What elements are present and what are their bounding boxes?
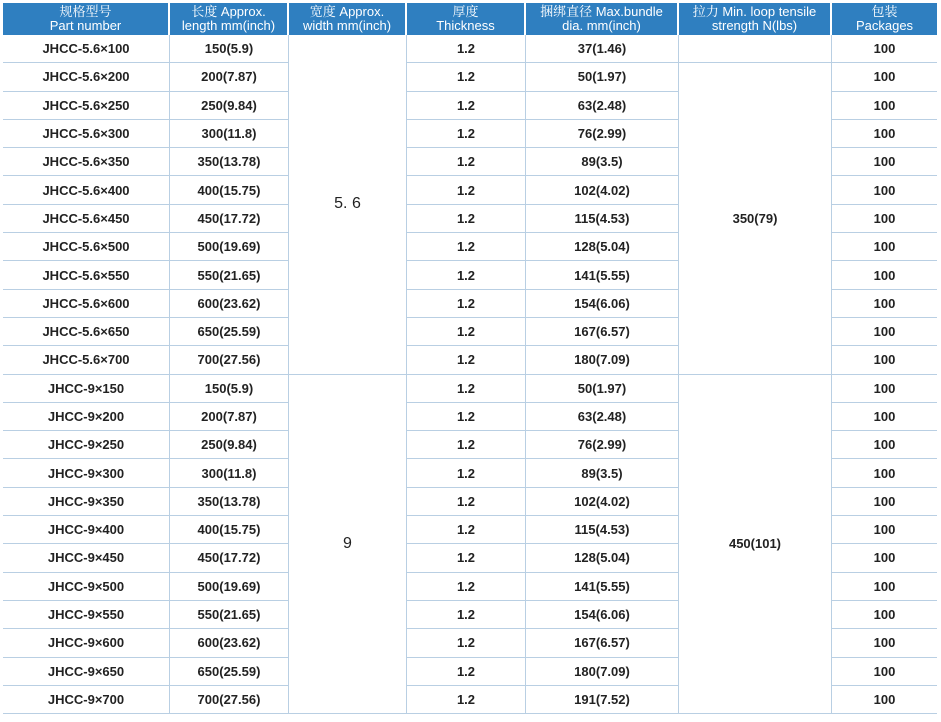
packages-cell: 100 <box>832 686 937 714</box>
part-number-cell: JHCC-9×450 <box>3 544 170 572</box>
thickness-cell: 1.2 <box>407 148 526 176</box>
width-cell: 5. 6 <box>289 35 407 375</box>
width-cell: 9 <box>289 375 407 715</box>
thickness-cell: 1.2 <box>407 120 526 148</box>
part-number-cell: JHCC-5.6×500 <box>3 233 170 261</box>
header-thickness-zh: 厚度 <box>452 4 479 19</box>
header-tensile-zh: 拉力 Min. loop tensile <box>692 4 817 19</box>
length-cell: 450(17.72) <box>170 544 289 572</box>
part-number-cell: JHCC-5.6×400 <box>3 176 170 204</box>
header-length <box>170 3 289 35</box>
thickness-cell: 1.2 <box>407 261 526 289</box>
header-part-number <box>3 3 170 35</box>
part-number-cell: JHCC-9×250 <box>3 431 170 459</box>
bundle-dia-cell: 63(2.48) <box>526 92 679 120</box>
header-packages-en: Packages <box>855 18 914 33</box>
part-number-cell: JHCC-9×600 <box>3 629 170 657</box>
length-cell: 700(27.56) <box>170 686 289 714</box>
table-row <box>3 63 937 91</box>
tensile-cell: 450(101) <box>679 375 832 715</box>
length-cell: 650(25.59) <box>170 318 289 346</box>
part-number-cell: JHCC-5.6×250 <box>3 92 170 120</box>
header-part-number-zh: 规格型号 <box>59 4 112 19</box>
thickness-cell: 1.2 <box>407 658 526 686</box>
thickness-cell: 1.2 <box>407 544 526 572</box>
table-row <box>3 35 937 63</box>
part-number-cell: JHCC-5.6×200 <box>3 63 170 91</box>
packages-cell: 100 <box>832 233 937 261</box>
thickness-cell: 1.2 <box>407 346 526 374</box>
bundle-dia-cell: 89(3.5) <box>526 459 679 487</box>
packages-cell: 100 <box>832 488 937 516</box>
bundle-dia-cell: 37(1.46) <box>526 35 679 63</box>
header-width <box>289 3 407 35</box>
length-cell: 150(5.9) <box>170 35 289 63</box>
thickness-cell: 1.2 <box>407 290 526 318</box>
length-cell: 500(19.69) <box>170 573 289 601</box>
length-cell: 250(9.84) <box>170 431 289 459</box>
header-tensile-en: strength N(lbs) <box>711 18 798 33</box>
length-cell: 300(11.8) <box>170 459 289 487</box>
length-cell: 600(23.62) <box>170 629 289 657</box>
part-number-cell: JHCC-9×300 <box>3 459 170 487</box>
bundle-dia-cell: 180(7.09) <box>526 658 679 686</box>
thickness-cell: 1.2 <box>407 233 526 261</box>
packages-cell: 100 <box>832 346 937 374</box>
packages-cell: 100 <box>832 658 937 686</box>
part-number-cell: JHCC-9×400 <box>3 516 170 544</box>
packages-cell: 100 <box>832 290 937 318</box>
packages-cell: 100 <box>832 544 937 572</box>
part-number-cell: JHCC-5.6×450 <box>3 205 170 233</box>
header-bundle-dia <box>526 3 679 35</box>
packages-cell: 100 <box>832 205 937 233</box>
part-number-cell: JHCC-9×200 <box>3 403 170 431</box>
thickness-cell: 1.2 <box>407 92 526 120</box>
bundle-dia-cell: 167(6.57) <box>526 629 679 657</box>
packages-cell: 100 <box>832 375 937 403</box>
length-cell: 350(13.78) <box>170 148 289 176</box>
length-cell: 400(15.75) <box>170 516 289 544</box>
bundle-dia-cell: 115(4.53) <box>526 516 679 544</box>
bundle-dia-cell: 128(5.04) <box>526 544 679 572</box>
packages-cell: 100 <box>832 63 937 91</box>
header-bundle-dia-zh: 捆绑直径 Max.bundle <box>540 4 663 19</box>
bundle-dia-cell: 50(1.97) <box>526 63 679 91</box>
length-cell: 350(13.78) <box>170 488 289 516</box>
header-tensile <box>679 3 832 35</box>
bundle-dia-cell: 167(6.57) <box>526 318 679 346</box>
thickness-cell: 1.2 <box>407 375 526 403</box>
header-length-en: length mm(inch) <box>181 18 276 33</box>
header-bundle-dia-en: dia. mm(inch) <box>562 18 641 33</box>
packages-cell: 100 <box>832 573 937 601</box>
bundle-dia-cell: 141(5.55) <box>526 261 679 289</box>
thickness-cell: 1.2 <box>407 318 526 346</box>
packages-cell: 100 <box>832 601 937 629</box>
thickness-cell: 1.2 <box>407 488 526 516</box>
header-thickness <box>407 3 526 35</box>
table-body <box>3 35 937 714</box>
length-cell: 700(27.56) <box>170 346 289 374</box>
part-number-cell: JHCC-9×650 <box>3 658 170 686</box>
part-number-cell: JHCC-9×700 <box>3 686 170 714</box>
packages-cell: 100 <box>832 35 937 63</box>
packages-cell: 100 <box>832 148 937 176</box>
thickness-cell: 1.2 <box>407 573 526 601</box>
length-cell: 150(5.9) <box>170 375 289 403</box>
length-cell: 450(17.72) <box>170 205 289 233</box>
packages-cell: 100 <box>832 459 937 487</box>
length-cell: 250(9.84) <box>170 92 289 120</box>
part-number-cell: JHCC-9×550 <box>3 601 170 629</box>
bundle-dia-cell: 115(4.53) <box>526 205 679 233</box>
cable-tie-spec-table <box>3 3 937 714</box>
bundle-dia-cell: 76(2.99) <box>526 431 679 459</box>
bundle-dia-cell: 102(4.02) <box>526 176 679 204</box>
packages-cell: 100 <box>832 403 937 431</box>
bundle-dia-cell: 141(5.55) <box>526 573 679 601</box>
thickness-cell: 1.2 <box>407 686 526 714</box>
packages-cell: 100 <box>832 318 937 346</box>
bundle-dia-cell: 102(4.02) <box>526 488 679 516</box>
length-cell: 550(21.65) <box>170 601 289 629</box>
packages-cell: 100 <box>832 261 937 289</box>
part-number-cell: JHCC-5.6×300 <box>3 120 170 148</box>
bundle-dia-cell: 191(7.52) <box>526 686 679 714</box>
header-width-zh: 宽度 Approx. <box>309 4 385 19</box>
thickness-cell: 1.2 <box>407 403 526 431</box>
packages-cell: 100 <box>832 431 937 459</box>
bundle-dia-cell: 180(7.09) <box>526 346 679 374</box>
length-cell: 500(19.69) <box>170 233 289 261</box>
packages-cell: 100 <box>832 516 937 544</box>
packages-cell: 100 <box>832 176 937 204</box>
bundle-dia-cell: 63(2.48) <box>526 403 679 431</box>
length-cell: 200(7.87) <box>170 403 289 431</box>
thickness-cell: 1.2 <box>407 176 526 204</box>
length-cell: 200(7.87) <box>170 63 289 91</box>
part-number-cell: JHCC-5.6×600 <box>3 290 170 318</box>
table-row <box>3 375 937 403</box>
header-width-en: width mm(inch) <box>302 18 392 33</box>
thickness-cell: 1.2 <box>407 431 526 459</box>
thickness-cell: 1.2 <box>407 629 526 657</box>
part-number-cell: JHCC-5.6×650 <box>3 318 170 346</box>
bundle-dia-cell: 50(1.97) <box>526 375 679 403</box>
part-number-cell: JHCC-5.6×700 <box>3 346 170 374</box>
thickness-cell: 1.2 <box>407 205 526 233</box>
tensile-cell: 350(79) <box>679 63 832 374</box>
thickness-cell: 1.2 <box>407 459 526 487</box>
header-length-zh: 长度 Approx. <box>191 4 266 19</box>
length-cell: 550(21.65) <box>170 261 289 289</box>
thickness-cell: 1.2 <box>407 63 526 91</box>
part-number-cell: JHCC-9×150 <box>3 375 170 403</box>
length-cell: 300(11.8) <box>170 120 289 148</box>
part-number-cell: JHCC-9×500 <box>3 573 170 601</box>
packages-cell: 100 <box>832 629 937 657</box>
bundle-dia-cell: 89(3.5) <box>526 148 679 176</box>
part-number-cell: JHCC-5.6×550 <box>3 261 170 289</box>
bundle-dia-cell: 154(6.06) <box>526 290 679 318</box>
bundle-dia-cell: 76(2.99) <box>526 120 679 148</box>
header-part-number-en: Part number <box>49 18 122 33</box>
length-cell: 650(25.59) <box>170 658 289 686</box>
length-cell: 600(23.62) <box>170 290 289 318</box>
thickness-cell: 1.2 <box>407 601 526 629</box>
header-thickness-en: Thickness <box>436 18 495 33</box>
part-number-cell: JHCC-5.6×350 <box>3 148 170 176</box>
part-number-cell: JHCC-9×350 <box>3 488 170 516</box>
length-cell: 400(15.75) <box>170 176 289 204</box>
header-packages <box>832 3 937 35</box>
bundle-dia-cell: 154(6.06) <box>526 601 679 629</box>
part-number-cell: JHCC-5.6×100 <box>3 35 170 63</box>
header-packages-zh: 包装 <box>871 4 898 19</box>
tensile-blank-cell <box>679 35 832 63</box>
thickness-cell: 1.2 <box>407 516 526 544</box>
thickness-cell: 1.2 <box>407 35 526 63</box>
bundle-dia-cell: 128(5.04) <box>526 233 679 261</box>
packages-cell: 100 <box>832 120 937 148</box>
packages-cell: 100 <box>832 92 937 120</box>
header-row <box>3 3 937 35</box>
